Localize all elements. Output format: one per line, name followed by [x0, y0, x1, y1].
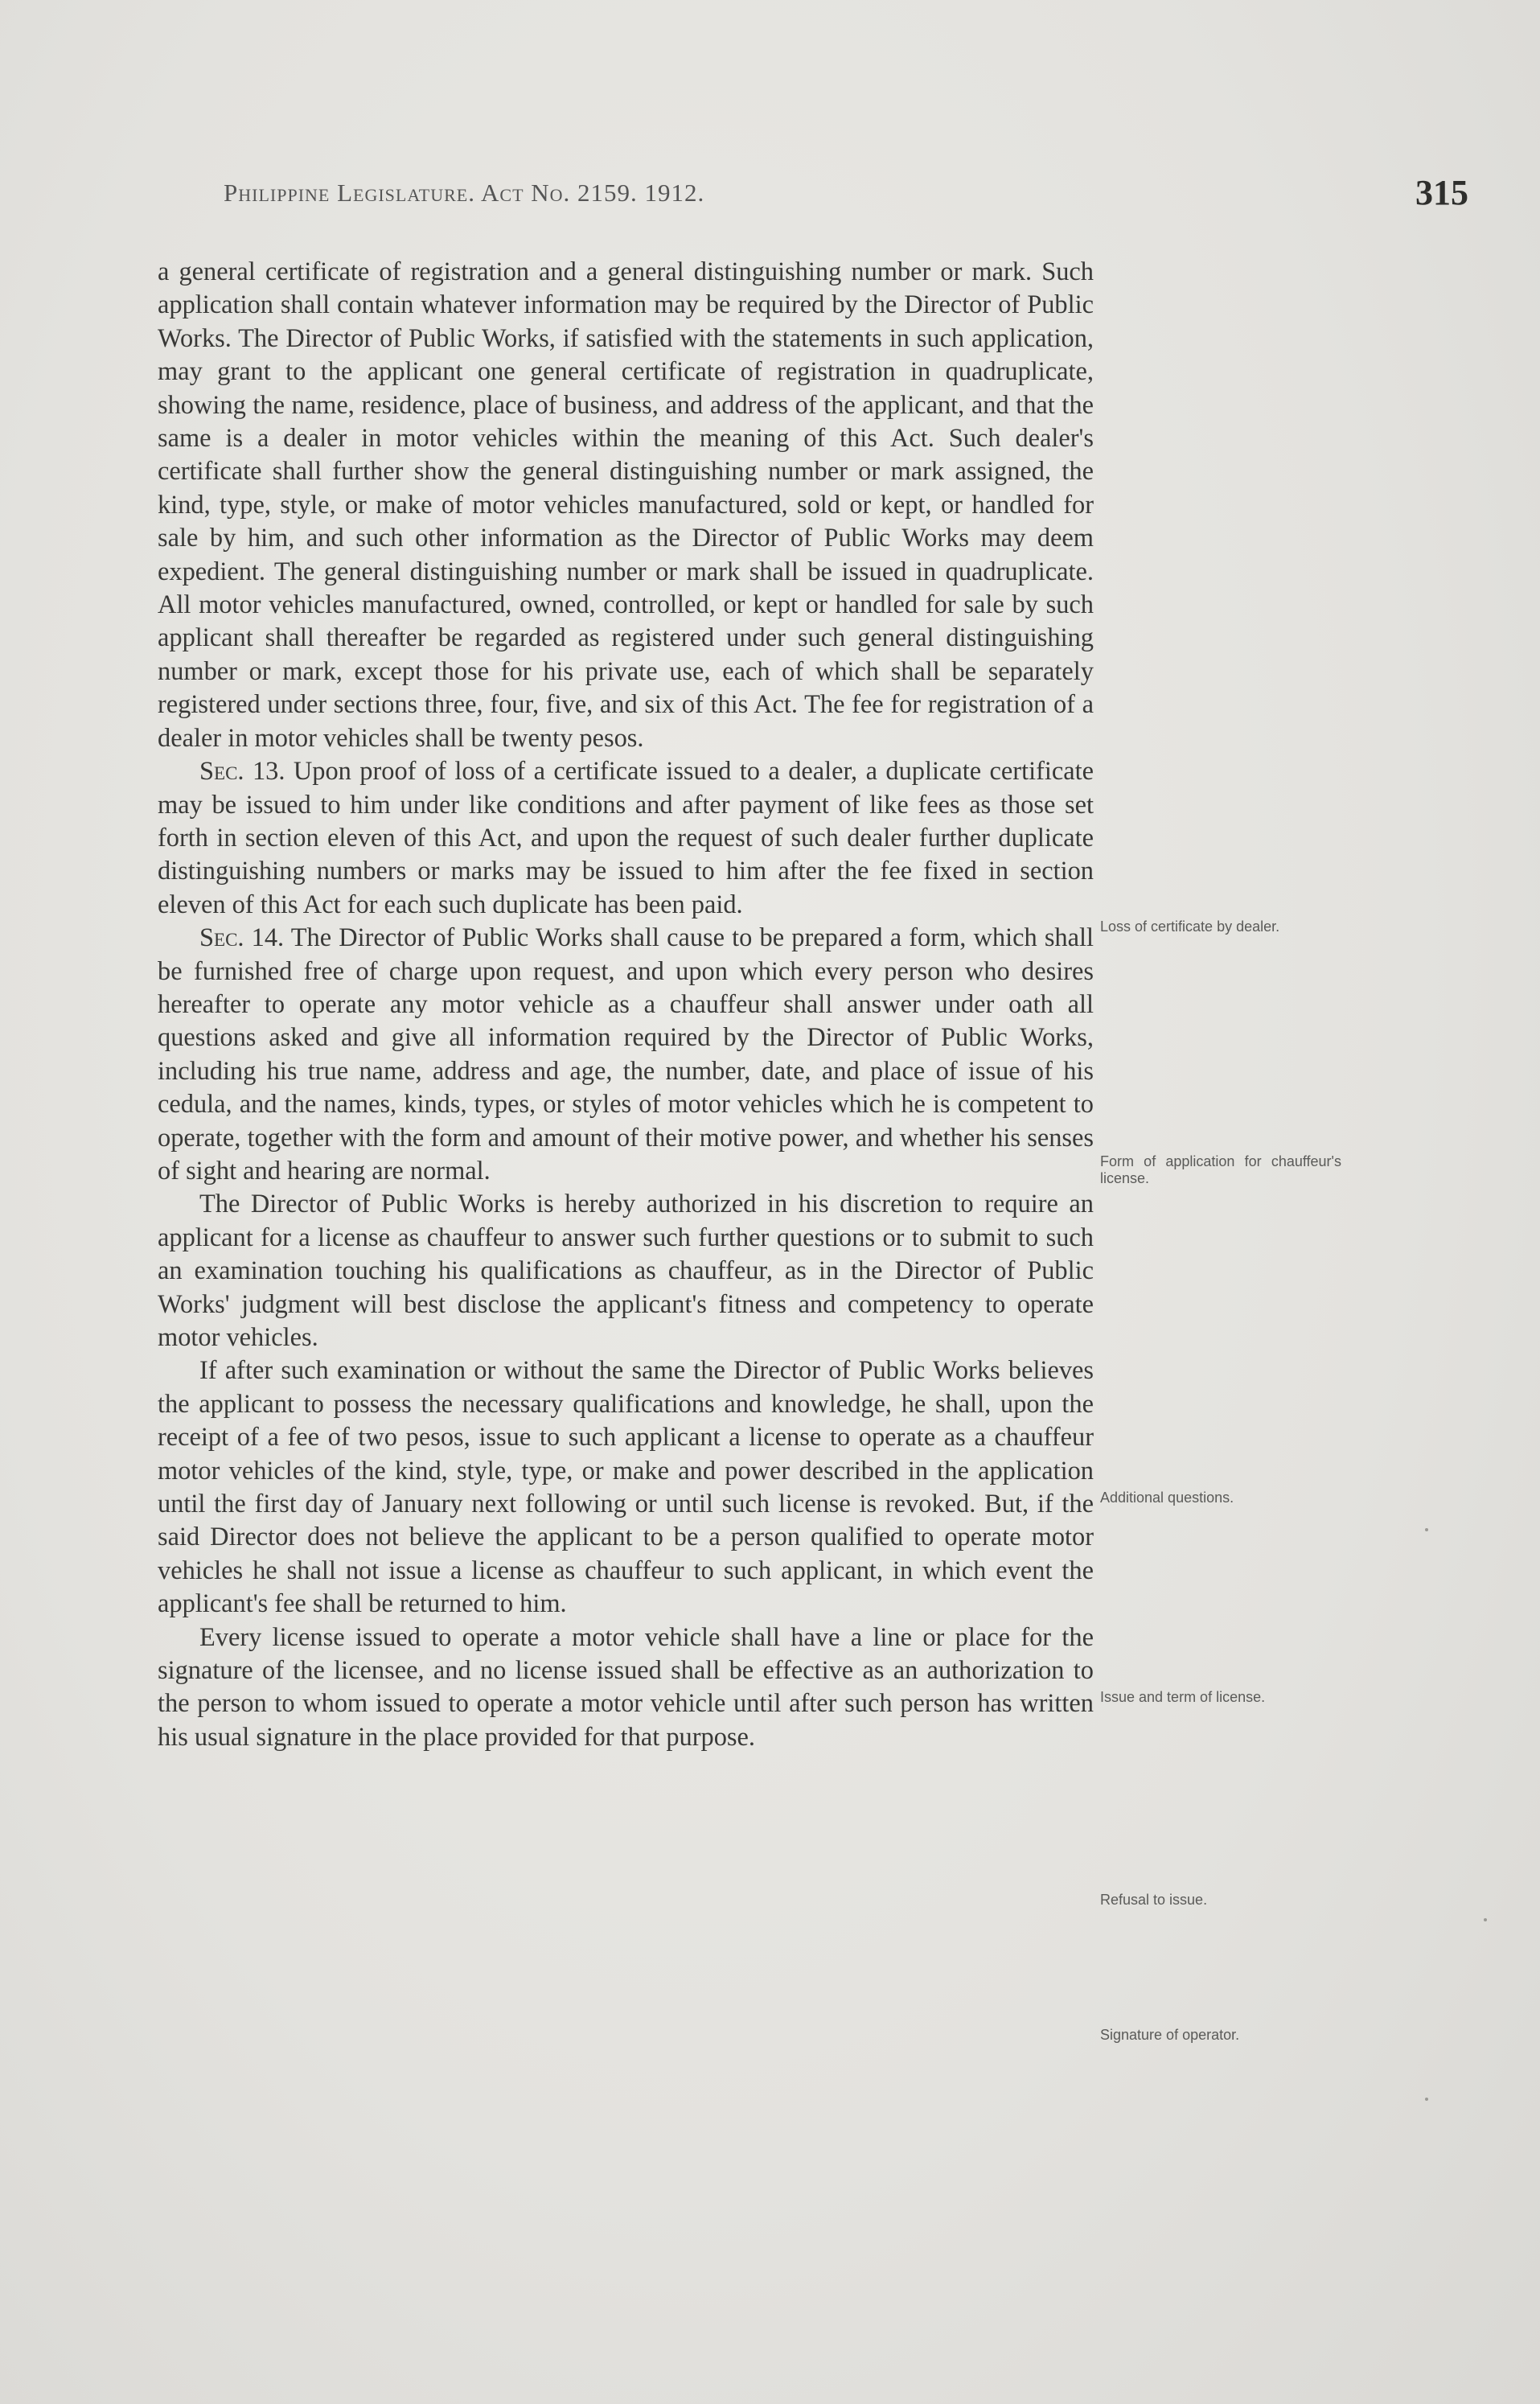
margin-note-refusal-to-issue: Refusal to issue.: [1100, 1892, 1208, 1908]
paragraph-text: Every license issued to operate a motor vehicle shall have a line or place for the signature of the licensee, and no license issued shall be effective as an authorization to the person to whom issued to operate a motor vehicle until after such person has written his usual signature in the place provided for that purpose.: [158, 1622, 1094, 1752]
section-label: Sec. 14.: [199, 923, 285, 953]
paper-speck: [1425, 1528, 1428, 1531]
paragraph-text: If after such examination or without the same the Director of Public Works believes the applicant to possess the necessary qualifications and knowledge, he shall, upon the receipt of a fee of two pesos, issue to such applicant a license to operate as a chauffeur motor vehicles of the kind, style, type, or make and power described in the application until the first day of January next following or until such license is revoked. But, if the said Director does not believe the applicant to be a person qualified to operate motor vehicles he shall not issue a license as chauffeur to such applicant, in which event the applicant's fee shall be returned to him.: [158, 1356, 1094, 1619]
margin-note-additional-questions: Additional questions.: [1100, 1490, 1234, 1506]
running-title: Philippine Legislature. Act No. 2159. 1912.: [224, 179, 705, 207]
margin-note-form-of-application: Form of application for chauffeur's license.: [1100, 1153, 1341, 1186]
page-number: 315: [1415, 173, 1468, 212]
paragraph-signature: [158, 1621, 1094, 1755]
paragraph-text: The Director of Public Works shall cause to be prepared a form, which shall be furnished free of charge upon request, and upon which every person who desires hereafter to operate any motor vehicle as a chauffeur shall answer under oath all questions asked and give all information required by the Director of Public Works, including his true name, address and age, the number, date, and place of issue of his cedula, and the names, kinds, types, or styles of motor vehicles which he is competent to operate, together with the form and amount of their motive power, and whether his senses of sight and hearing are normal.: [158, 923, 1094, 1186]
paragraph-sec-14: [158, 922, 1094, 1188]
margin-note-issue-and-term: Issue and term of license.: [1100, 1689, 1266, 1705]
margin-note-signature-of-operator: Signature of operator.: [1100, 2027, 1240, 2043]
body-text: [158, 256, 1094, 1754]
running-head: [0, 173, 1540, 219]
paragraph-dealer-registration: [158, 256, 1094, 755]
section-label: Sec. 13.: [199, 757, 285, 787]
paragraph-text: The Director of Public Works is hereby authorized in his discretion to require an applicant for a license as chauffeur to answer such further questions or to submit to such an examination touching his qualifications as chauffeur, as in the Director of Public Works' judgment will best disclose the applicant's fitness and competency to operate motor vehicles.: [158, 1190, 1094, 1352]
paragraph-text: Upon proof of loss of a certificate issued to a dealer, a duplicate certificate may be issued to him under like conditions and after payment of like fees as those set forth in section eleven of this Act, and upon the request of such dealer further duplicate distinguishing numbers or marks may be issued to him after the fee fixed in section eleven of this Act for each such duplicate has been paid.: [158, 757, 1094, 919]
paragraph-text: a general certificate of registration and a general distinguishing number or mark. Such application shall contain whatever information may be required by the Director of Public Works. The Director of Public Works, if satisfied with the statements in such application, may grant to the applicant one general certificate of registration in quadruplicate, showing the name, residence, place of business, and address of the applicant, and that the same is a dealer in motor vehicles within the meaning of this Act. Such dealer's certificate shall further show the general distinguishing number or mark assigned, the kind, type, style, or make of motor vehicles manufactured, sold or kept, or handled for sale by him, and such other information as the Director of Public Works may deem expedient. The general distinguishing number or mark shall be issued in quadruplicate. All motor vehicles manufactured, owned, controlled, or kept or handled for sale by such applicant shall thereafter be regarded as registered under such general distinguishing number or mark, except those for his private use, each of which shall be separately registered under sections three, four, five, and six of this Act. The fee for registration of a dealer in motor vehicles shall be twenty pesos.: [158, 257, 1094, 753]
paper-speck: [1484, 1918, 1487, 1921]
paragraph-issue-license: [158, 1354, 1094, 1621]
paper-speck: [1425, 2098, 1428, 2101]
paragraph-sec-13: [158, 755, 1094, 922]
paragraph-additional-questions: [158, 1188, 1094, 1354]
margin-note-loss-of-certificate: Loss of certificate by dealer.: [1100, 918, 1280, 935]
